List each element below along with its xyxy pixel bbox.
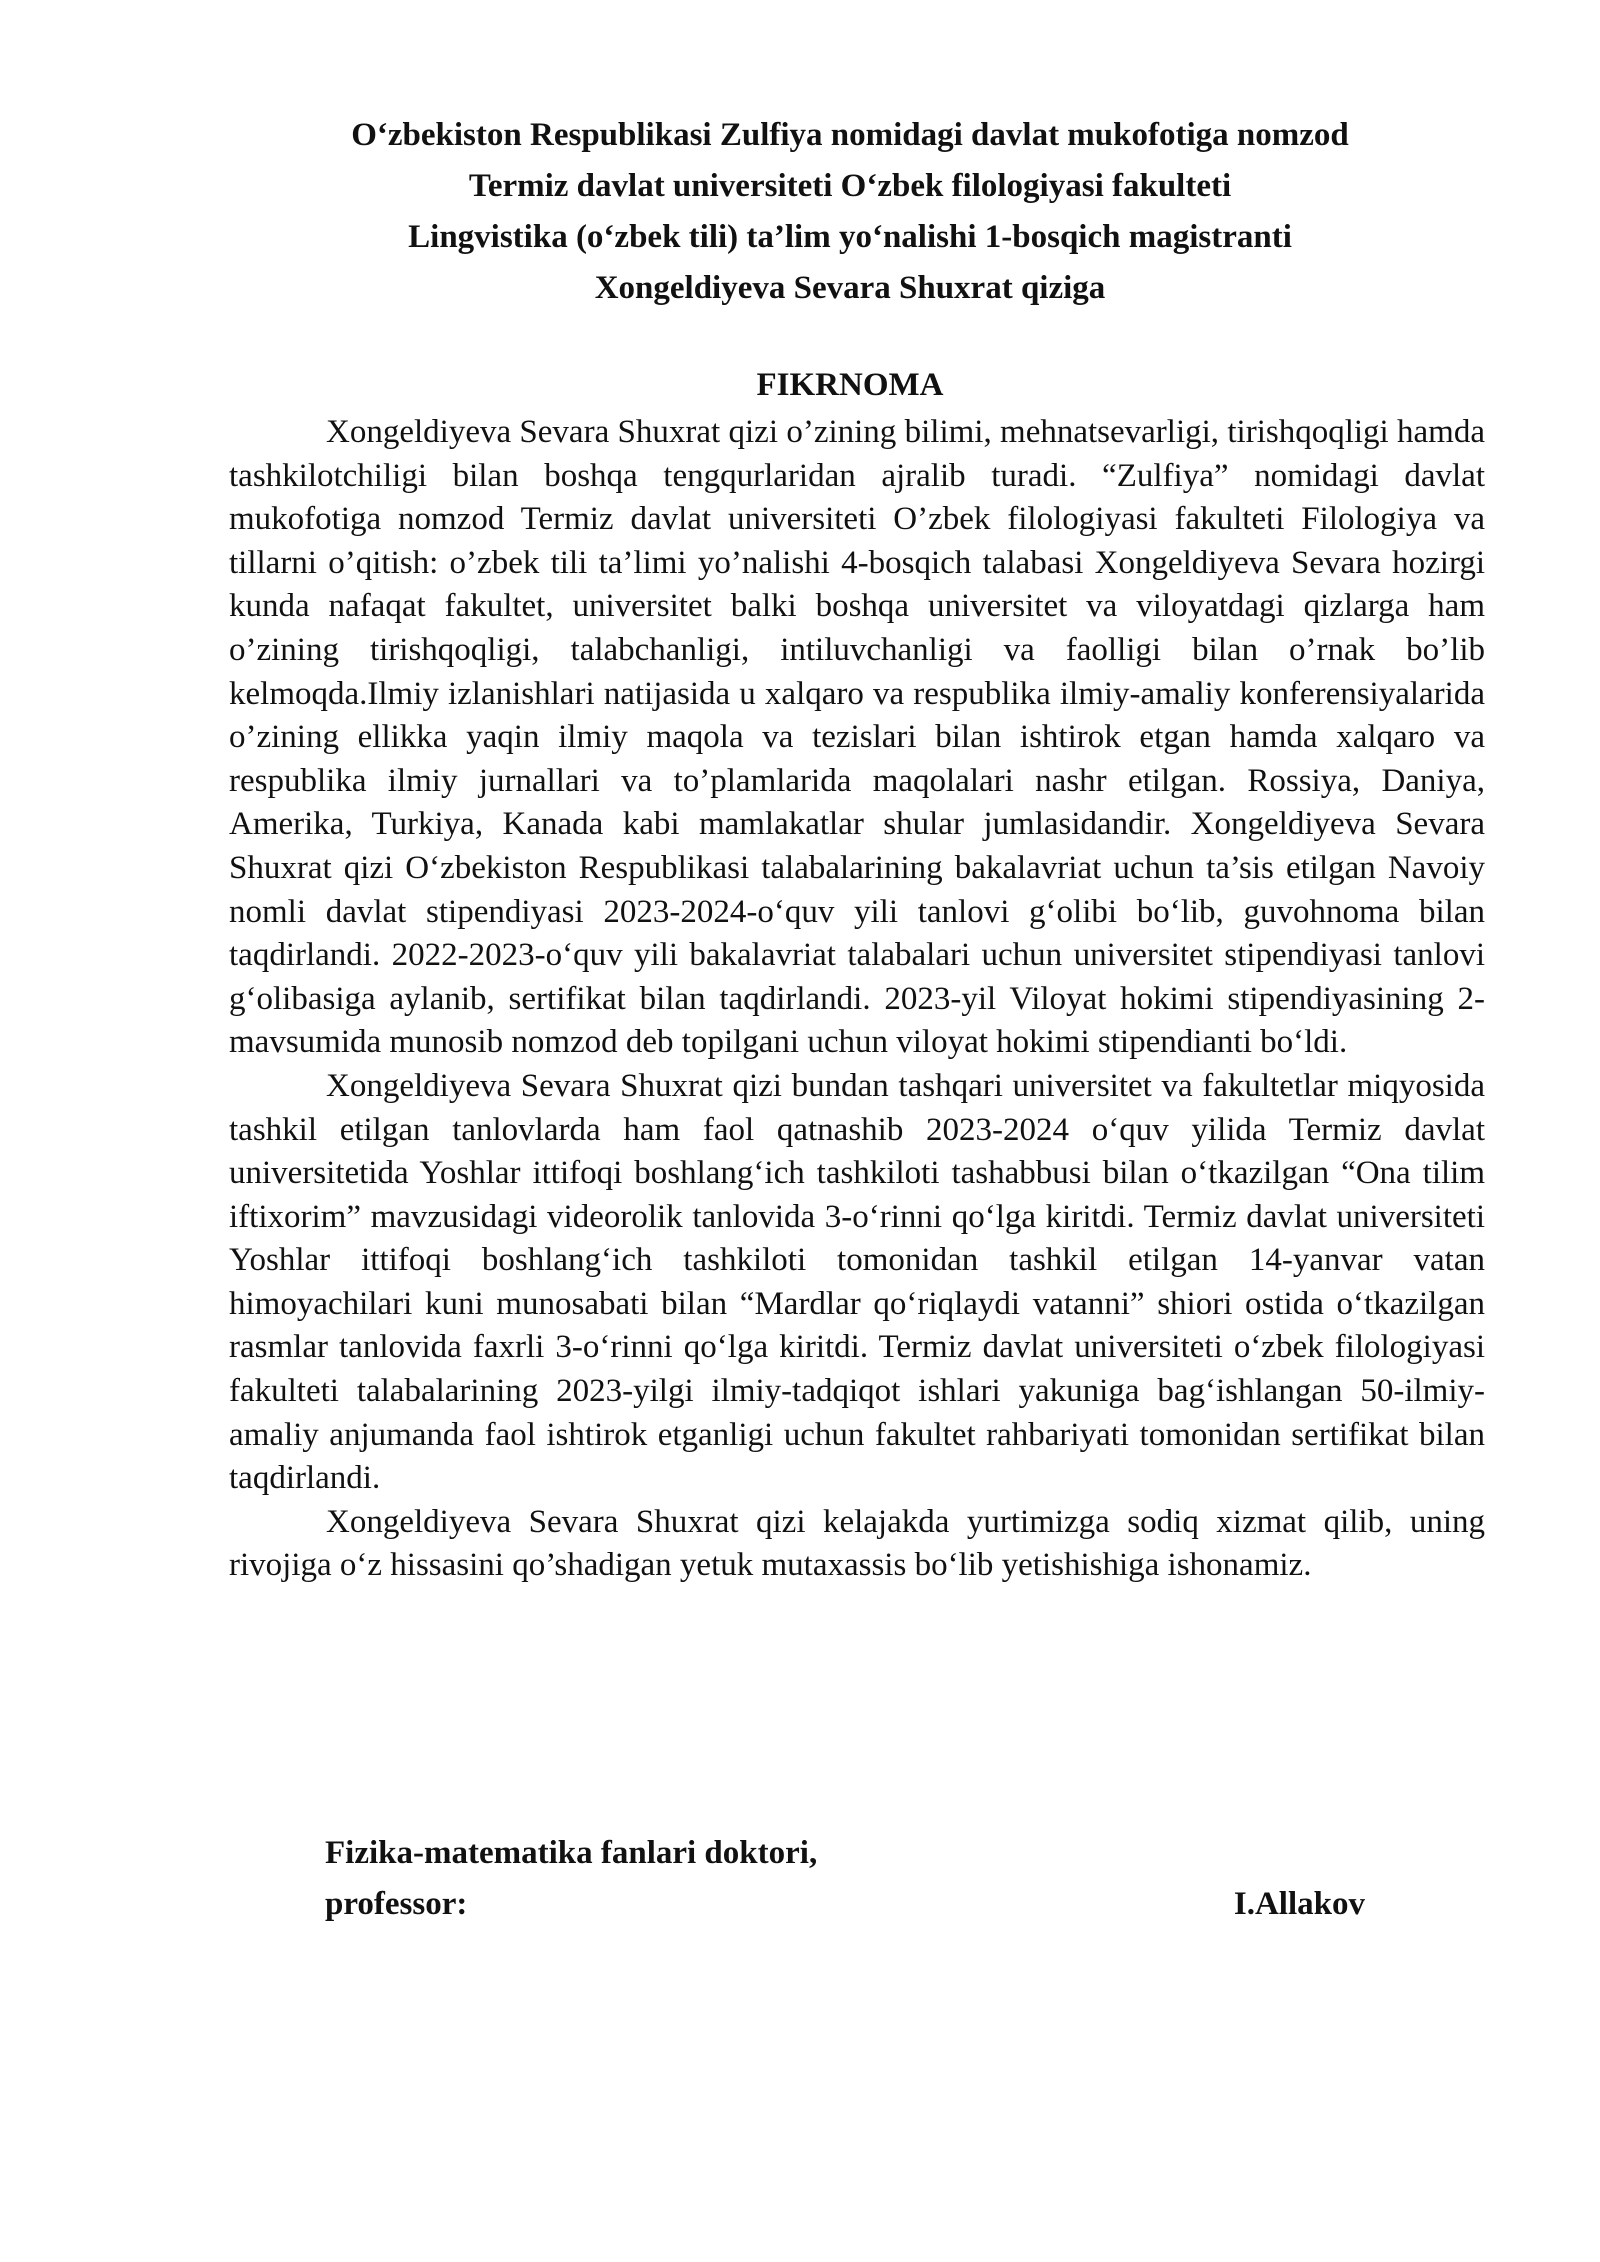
paragraph-1: Xongeldiyeva Sevara Shuxrat qizi o’zining bilimi, mehnatsevarligi, tirishqoqligi hamda tashkilotchiligi bilan boshqa tengqurlaridan ajralib turadi. “Zulfiya” nomidagi davlat mukofotiga nomzod Termiz davlat universiteti O’zbek filologiyasi fakulteti Filologiya va tillarni o’qitish: o’zbek tili ta’limi yo’nalishi 4-bosqich talabasi Xongeldiyeva Sevara hozirgi kunda nafaqat fakultet, universitet balki boshqa universitet va viloyatdagi qizlarga ham o’zining tirishqoqligi, talabchanligi, intiluvchanligi va faolligi bilan o’rnak bo’lib kelmoqda.Ilmiy izlanishlari natijasida u xalqaro va respublika ilmiy-amaliy konferensiyalarida o’zining ellikka yaqin ilmiy maqola va tezislari bilan ishtirok etgan hamda xalqaro va respublika ilmiy jurnallari va to’plamlarida maqolalari nashr etilgan. Rossiya, Daniya, Amerika, Turkiya, Kanada kabi mamlakatlar shular jumlasidandir. Xongeldiyeva Sevara Shuxrat qizi O‘zbekiston Respublikasi talabalarining bakalavriat uchun ta’sis etilgan Navoiy nomli davlat stipendiyasi 2023-2024-o‘quv yili tanlovi g‘olibi bo‘lib, guvohnoma bilan taqdirlandi. 2022-2023-o‘quv yili bakalavriat talabalari uchun universitet stipendiyasi tanlovi g‘olibasiga aylanib, sertifikat bilan taqdirlandi. 2023-yil Viloyat hokimi stipendiyasining 2-mavsumida munosib nomzod deb topilgani uchun viloyat hokimi stipendianti bo‘ldi. — [229, 414, 1485, 1061]
header-line-university: Termiz davlat universiteti O‘zbek filologiyasi fakulteti — [468, 168, 1232, 204]
header-line-award: O‘zbekiston Respublikasi Zulfiya nomidagi davlat mukofotiga nomzod — [351, 117, 1349, 153]
signer-position-line2: professor: — [325, 1886, 468, 1922]
document-body — [229, 411, 1485, 1588]
signature-row — [325, 1879, 1365, 1930]
paragraph-3: Xongeldiyeva Sevara Shuxrat qizi kelajakda yurtimizga sodiq xizmat qilib, uning rivojiga o‘z hissasini qo’shadigan yetuk mutaxassis bo‘lib yetishishiga ishonamiz. — [229, 1503, 1485, 1584]
header-line-recipient: Xongeldiyeva Sevara Shuxrat qiziga — [594, 270, 1106, 306]
signature-block — [325, 1828, 1365, 1930]
document-header — [200, 110, 1500, 314]
signer-position-line1: Fizika-matematika fanlari doktori, — [325, 1835, 818, 1871]
signer-name: I.Allakov — [1233, 1886, 1365, 1922]
paragraph-2: Xongeldiyeva Sevara Shuxrat qizi bundan tashqari universitet va fakultetlar miqyosida tashkil etilgan tanlovlarda ham faol qatnashib 2023-2024 o‘quv yilida Termiz davlat universitetida Yoshlar ittifoqi boshlang‘ich tashkiloti tashabbusi bilan o‘tkazilgan “Ona tilim iftixorim” mavzusidagi videorolik tanlovida 3-o‘rinni qo‘lga kiritdi. Termiz davlat universiteti Yoshlar ittifoqi boshlang‘ich tashkiloti tomonidan tashkil etilgan 14-yanvar vatan himoyachilari kuni munosabati bilan “Mardlar qo‘riqlaydi vatanni” shiori ostida o‘tkazilgan rasmlar tanlovida faxrli 3-o‘rinni qo‘lga kiritdi. Termiz davlat universiteti o‘zbek filologiyasi fakulteti talabalarining 2023-yilgi ilmiy-tadqiqot ishlari yakuniga bag‘ishlangan 50-ilmiy-amaliy anjumanda faol ishtirok etganligi uchun fakultet rahbariyati tomonidan sertifikat bilan taqdirlandi. — [229, 1067, 1485, 1497]
document-title: FIKRNOMA — [756, 367, 944, 403]
header-line-program: Lingvistika (o‘zbek tili) ta’lim yo‘nalishi 1-bosqich magistranti — [408, 219, 1292, 255]
